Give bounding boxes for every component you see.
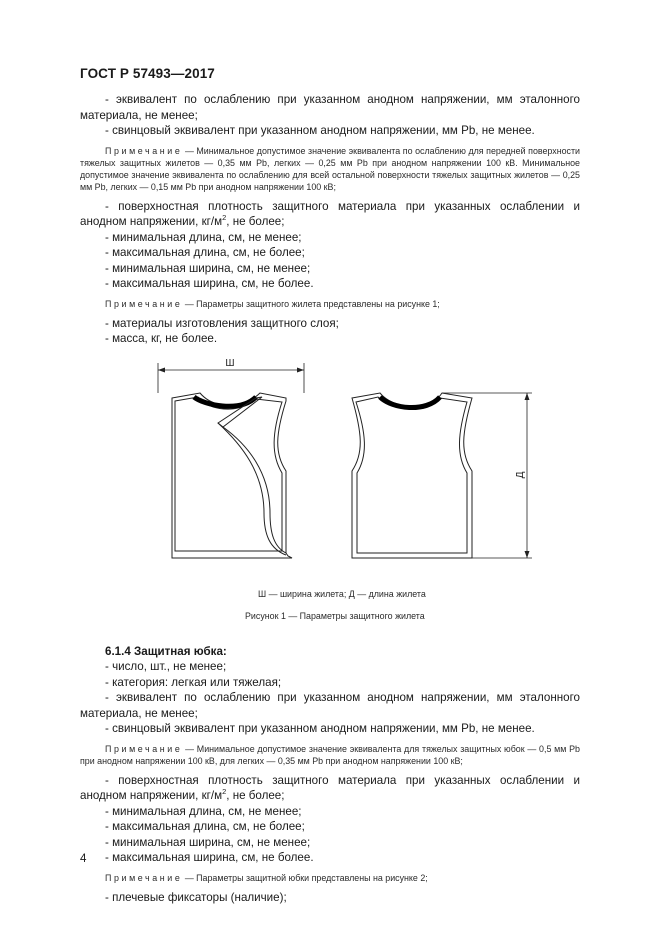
figure-legend: Ш — ширина жилета; Д — длина жилета (258, 588, 426, 599)
list-item (80, 199, 580, 230)
density-tail: , не более; (226, 789, 285, 802)
note-label: Примечание (105, 872, 183, 883)
density-text: - поверхностная плотность защитного материала при указанных ослаблении и анодном напряжении, кг/м (80, 199, 580, 228)
list-item: - максимальная ширина, см, не более. (105, 277, 314, 290)
vest-drawing (80, 353, 580, 623)
list-item: - максимальная длина, см, не более; (105, 246, 305, 259)
list-item: - минимальная длина, см, не менее; (105, 230, 302, 244)
note-text: — Параметры защитного жилета представлены на рисунке 1; (182, 298, 440, 309)
length-label: Д (515, 471, 526, 478)
list-item: - эквивалент по ослаблению при указанном анодном напряжении, мм эталонного материала, не менее; (80, 691, 580, 720)
density-sup: 2 (222, 213, 227, 223)
list-item: - материалы изготовления защитного слоя; (105, 316, 339, 330)
note-label: Примечание (105, 145, 183, 156)
list-item: - свинцовый эквивалент при указанном анодном напряжении, мм Pb, не менее. (105, 722, 535, 735)
note (80, 298, 580, 310)
note-text: — Минимальное допустимое значение эквивалента по ослаблению для передней поверхности тяжелых защитных жилетов — 0,35 мм Pb, легких — 0,25 мм Pb при анодном напряжении 100 кВ. Минимальное допустимое значение эквивалента по ослаблению для всей остальной поверхности тяжелых защитных жилетов — 0,25 мм Pb, легких — 0,15 мм Pb при анодном напряжении 100 кВ; (80, 145, 580, 192)
list-item: - свинцовый эквивалент при указанном анодном напряжении, мм Pb, не менее. (105, 124, 535, 137)
page-content (80, 92, 580, 905)
list-item: - категория: легкая или тяжелая; (105, 675, 282, 689)
list-item: - плечевые фиксаторы (наличие); (105, 890, 287, 904)
note-label: Примечание (105, 743, 183, 754)
vest-front (172, 393, 292, 558)
note (80, 145, 580, 193)
figure-vest (80, 353, 580, 623)
list-item: - максимальная длина, см, не более; (105, 820, 305, 833)
document-header: ГОСТ Р 57493—2017 (80, 66, 215, 81)
note (80, 872, 580, 884)
note-label: Примечание (105, 298, 183, 309)
list-item (80, 773, 580, 804)
list-item: - минимальная ширина, см, не менее; (105, 835, 311, 849)
note-text: — Параметры защитной юбки представлены на рисунке 2; (182, 872, 428, 883)
density-sup: 2 (222, 787, 227, 797)
list-item: - число, шт., не менее; (105, 660, 227, 673)
section-heading: 6.1.4 Защитная юбка: (105, 644, 227, 658)
note (80, 743, 580, 767)
list-item: - минимальная ширина, см, не менее; (105, 261, 311, 275)
list-item: - максимальная ширина, см, не более. (105, 851, 314, 864)
page-number: 4 (80, 852, 87, 865)
note-text: — Минимальное допустимое значение эквивалента для тяжелых защитных юбок — 0,5 мм Pb при анодном напряжении 100 кВ, для легких — 0,35 мм Pb при анодном напряжении 100 кВ; (80, 743, 580, 766)
density-text: - поверхностная плотность защитного материала при указанных ослаблении и анодном напряжении, кг/м (80, 773, 580, 802)
width-label: Ш (225, 357, 235, 369)
list-item: - эквивалент по ослаблению при указанном анодном напряжении, мм эталонного материала, не менее; (80, 93, 580, 122)
figure-caption: Рисунок 1 — Параметры защитного жилета (245, 610, 425, 621)
list-item: - минимальная длина, см, не менее; (105, 804, 302, 818)
list-item: - масса, кг, не более. (105, 332, 218, 345)
vest-back (352, 393, 472, 558)
density-tail: , не более; (226, 215, 285, 228)
